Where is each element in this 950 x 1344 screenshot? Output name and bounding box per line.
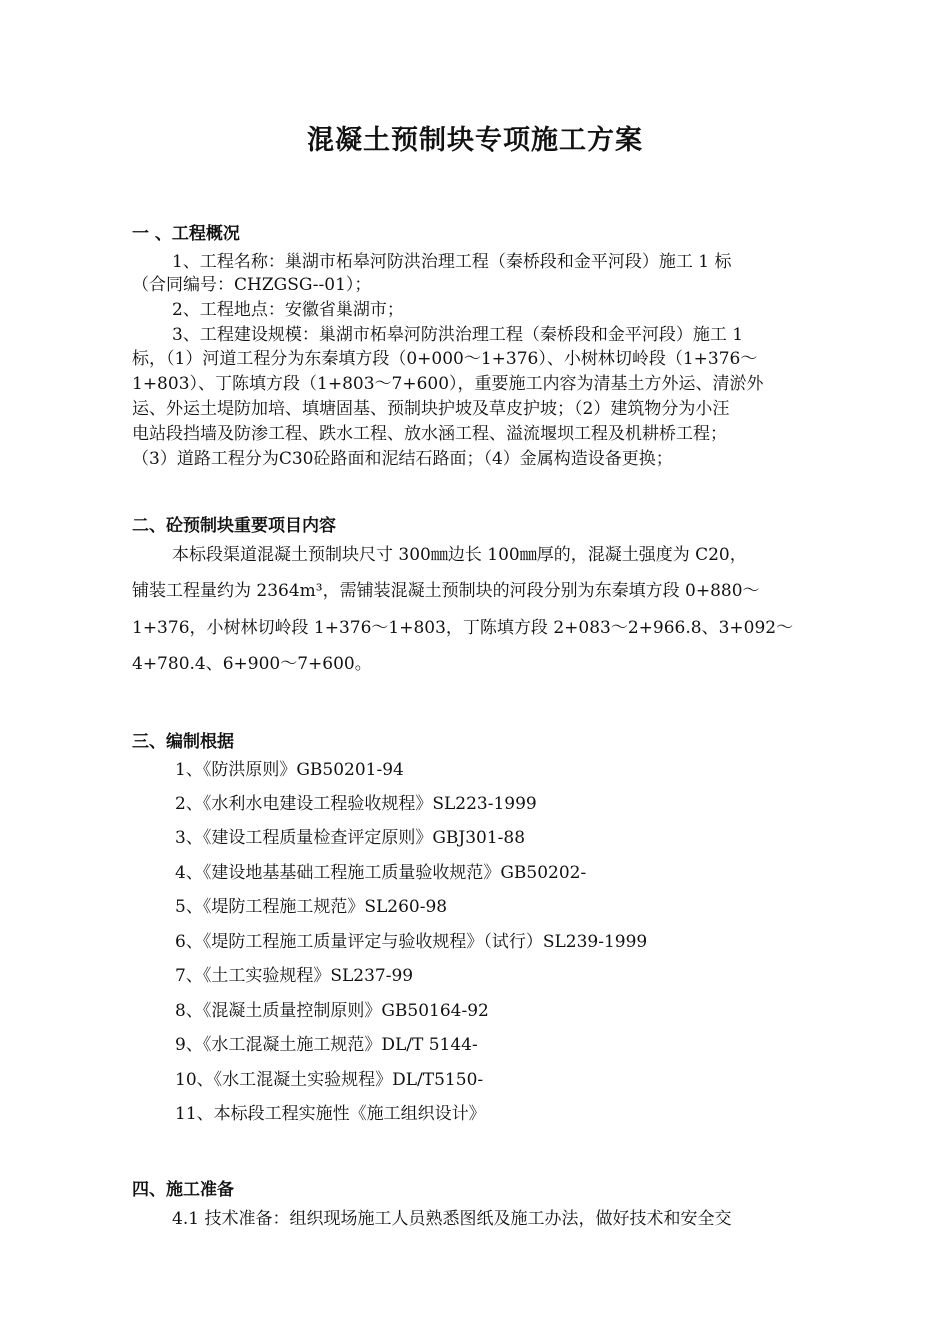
paragraph-line: 4+780.4、6+900～7+600。 [132,654,372,674]
section-heading-basis: 三、编制根据 [132,732,234,752]
paragraph-line: （3）道路工程分为C30砼路面和泥结石路面；（4）金属构造设备更换； [132,449,673,469]
paragraph-line: 本标段渠道混凝土预制块尺寸 300㎜边长 100㎜厚的，混凝土强度为 C20， [172,545,747,565]
paragraph-line: 电站段挡墙及防渗工程、跌水工程、放水涵工程、溢流堰坝工程及机耕桥工程； [132,424,727,444]
section-heading-overview: 一 、工程概况 [132,224,240,244]
document-title: 混凝土预制块专项施工方案 [307,125,643,156]
paragraph-line: 3、工程建设规模：巢湖市柘皋河防洪治理工程（秦桥段和金平河段）施工 1 [172,325,744,345]
section-heading-key-items: 二、砼预制块重要项目内容 [132,516,336,536]
list-item: 5、《堤防工程施工规范》SL260-98 [175,897,448,917]
paragraph-line: 标，（1）河道工程分为东秦填方段（0+000～1+376）、小树林切岭段（1+376～ [132,349,758,369]
list-item: 2、《水利水电建设工程验收规程》SL223-1999 [175,794,537,814]
list-item: 4、《建设地基基础工程施工质量验收规范》GB50202- [175,863,587,883]
paragraph-line: 铺装工程量约为 2364m³，需铺装混凝土预制块的河段分别为东秦填方段 0+880～ [132,581,760,601]
list-item: 10、《水工混凝土实验规程》DL/T5150- [175,1070,484,1090]
list-item: 8、《混凝土质量控制原则》GB50164-92 [175,1001,489,1021]
paragraph-line: 2、工程地点：安徽省巢湖市； [172,300,404,320]
paragraph-line: 1+803）、丁陈填方段（1+803～7+600），重要施工内容为清基土方外运、清淤外 [132,374,764,394]
list-item: 3、《建设工程质量检查评定原则》GBJ301-88 [175,828,526,848]
list-item: 9、《水工混凝土施工规范》DL/T 5144- [175,1035,478,1055]
section-heading-preparation: 四、施工准备 [132,1180,234,1200]
paragraph-line: （合同编号：CHZGSG--01）； [132,275,372,295]
list-item: 6、《堤防工程施工质量评定与验收规程》（试行）SL239-1999 [175,932,648,952]
paragraph-line: 4.1 技术准备：组织现场施工人员熟悉图纸及施工办法，做好技术和安全交 [172,1209,732,1229]
list-item: 7、《土工实验规程》SL237-99 [175,966,414,986]
paragraph-line: 1、工程名称：巢湖市柘皋河防洪治理工程（秦桥段和金平河段）施工 1 标 [172,252,732,272]
list-item: 11、本标段工程实施性《施工组织设计》 [175,1104,486,1124]
paragraph-line: 1+376，小树林切岭段 1+376～1+803，丁陈填方段 2+083～2+966.8、3+092～ [132,618,794,638]
list-item: 1、《防洪原则》GB50201-94 [175,760,404,780]
paragraph-line: 运、外运土堤防加培、填塘固基、预制块护坡及草皮护坡；（2）建筑物分为小汪 [132,399,730,419]
